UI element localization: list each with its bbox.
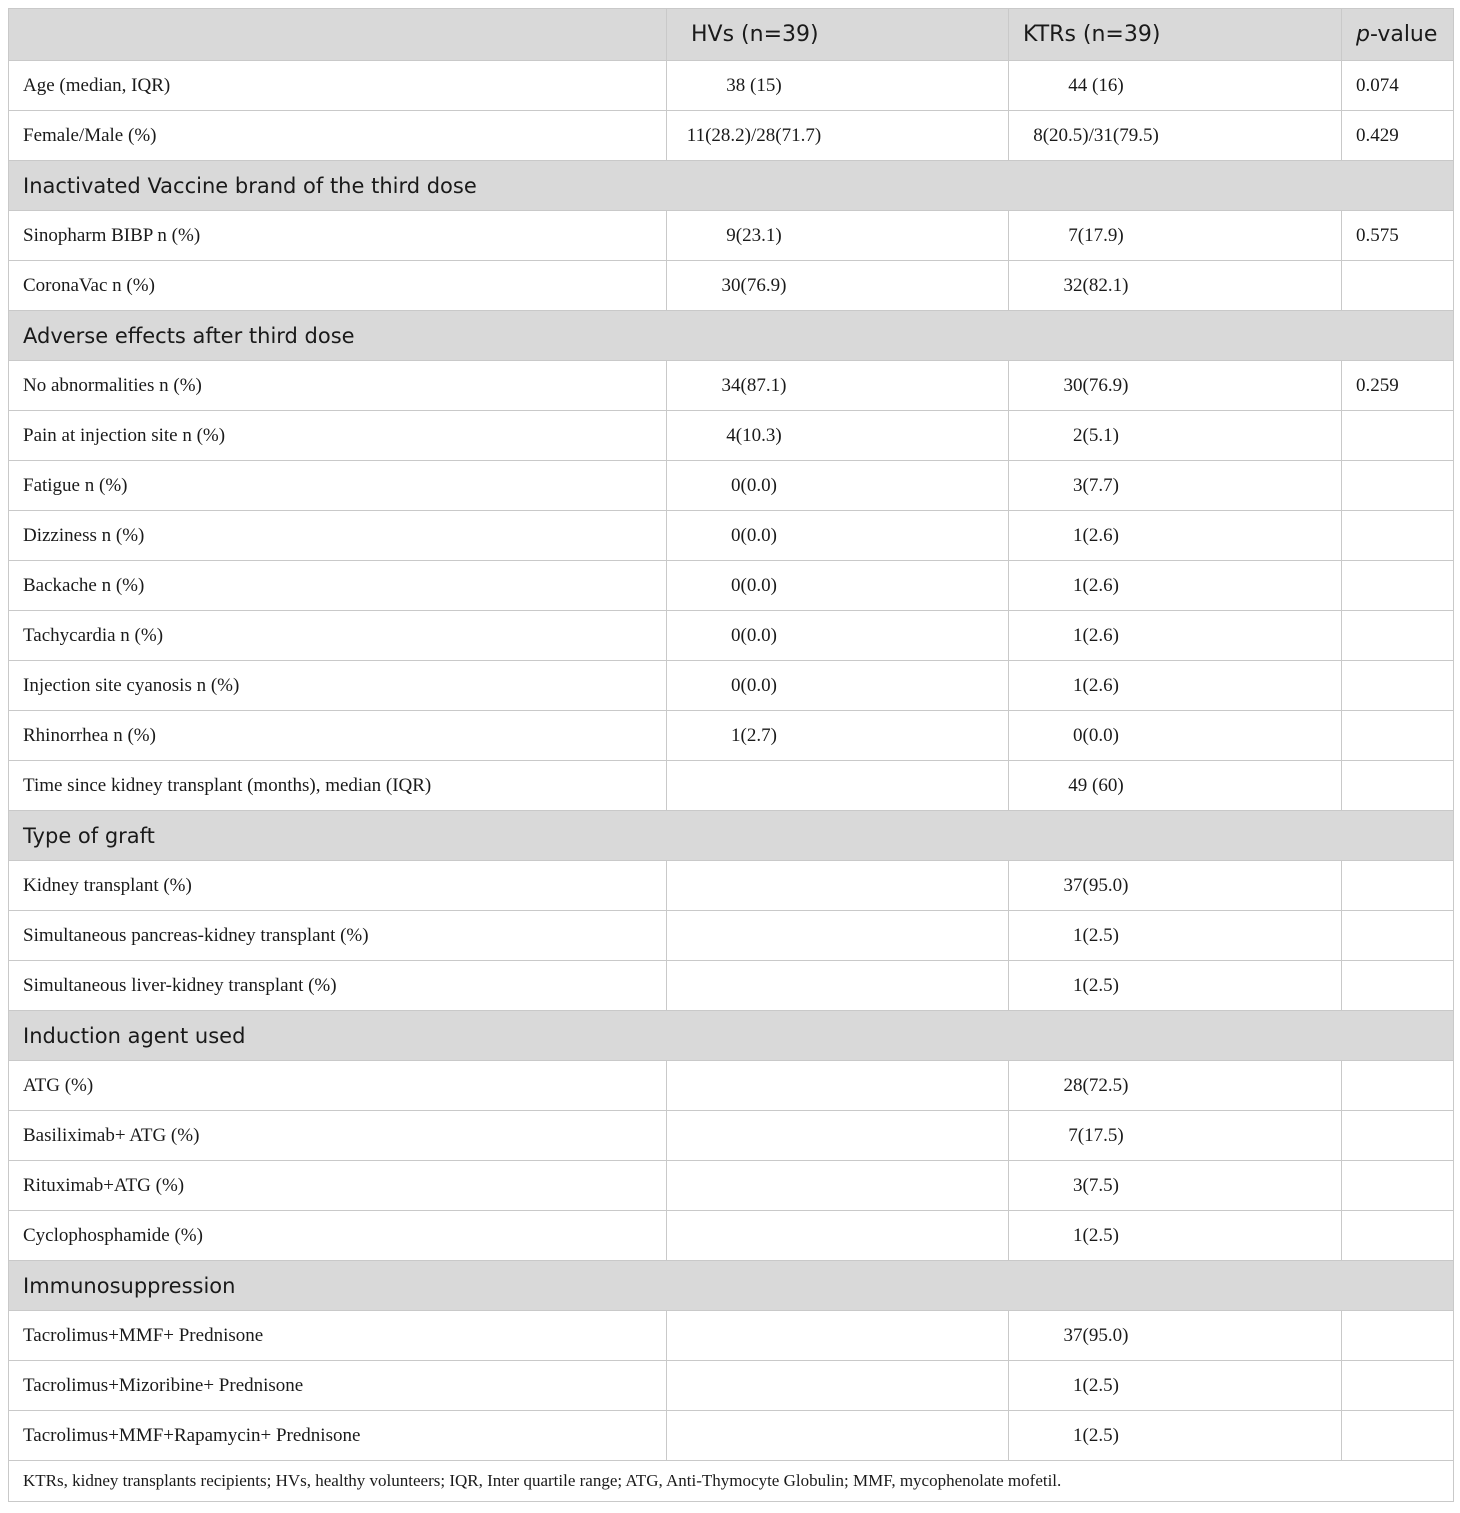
table-row [9,611,1454,661]
ktr-value-text: 1(2.6) [1073,674,1119,696]
row-label-cell: Age (median, IQR) [9,61,667,111]
hv-value-text: 0(0.0) [731,674,777,696]
table-row [9,211,1454,261]
p-value-cell [1342,1411,1454,1461]
table-row [9,1211,1454,1261]
ktr-value-cell [1009,561,1342,611]
table-header-row [9,9,1454,61]
header-cell-hvs: HVs (n=39) [667,9,1009,61]
section-header-row [9,811,1454,861]
row-label-cell: CoronaVac n (%) [9,261,667,311]
section-title: Adverse effects after third dose [9,311,1454,361]
p-value-cell [1342,1361,1454,1411]
table-row [9,411,1454,461]
table-row [9,961,1454,1011]
p-value-cell [1342,1211,1454,1261]
ktr-value-cell [1009,911,1342,961]
ktr-value-text: 37(95.0) [1063,1324,1129,1346]
hv-value-text: 34(87.1) [721,374,787,396]
hv-value-cell [667,61,1009,111]
row-label-cell: Basiliximab+ ATG (%) [9,1111,667,1161]
ktr-value-cell [1009,211,1342,261]
section-title: Type of graft [9,811,1454,861]
p-value-cell [1342,911,1454,961]
table-row [9,361,1454,411]
table-row [9,661,1454,711]
hv-value-cell [667,1111,1009,1161]
p-value-cell [1342,961,1454,1011]
ktr-value-cell [1009,61,1342,111]
section-title: Inactivated Vaccine brand of the third dose [9,161,1454,211]
p-value-cell: 0.259 [1342,361,1454,411]
hv-value-cell [667,1211,1009,1261]
ktr-value-text: 37(95.0) [1063,874,1129,896]
header-p-italic: p [1356,22,1370,47]
table-row [9,61,1454,111]
row-label-cell: Kidney transplant (%) [9,861,667,911]
hv-value-cell [667,561,1009,611]
table-row [9,1111,1454,1161]
ktr-value-cell [1009,361,1342,411]
ktr-value-cell [1009,511,1342,561]
header-p-suffix: -value [1369,22,1438,47]
ktr-value-text: 44 (16) [1068,74,1124,96]
hv-value-cell [667,1061,1009,1111]
row-label-cell: Rituximab+ATG (%) [9,1161,667,1211]
table-row [9,761,1454,811]
hv-value-cell [667,1411,1009,1461]
ktr-value-text: 28(72.5) [1063,1074,1129,1096]
demographics-table [8,8,1454,1502]
hv-value-text: 9(23.1) [726,224,782,246]
p-value-cell: 0.074 [1342,61,1454,111]
hv-value-text: 11(28.2)/28(71.7) [686,124,822,146]
p-value-cell [1342,1161,1454,1211]
table-row [9,1411,1454,1461]
ktr-value-cell [1009,1311,1342,1361]
ktr-value-text: 1(2.5) [1073,974,1119,996]
ktr-value-text: 30(76.9) [1063,374,1129,396]
ktr-value-cell [1009,1161,1342,1211]
ktr-value-text: 1(2.5) [1073,924,1119,946]
ktr-value-cell [1009,761,1342,811]
hv-value-cell [667,711,1009,761]
hv-value-cell [667,411,1009,461]
section-header-row [9,1011,1454,1061]
p-value-cell [1342,711,1454,761]
hv-value-cell [667,261,1009,311]
ktr-value-cell [1009,111,1342,161]
ktr-value-text: 7(17.5) [1068,1124,1124,1146]
ktr-value-cell [1009,961,1342,1011]
table-body [9,61,1454,1502]
hv-value-cell [667,1361,1009,1411]
ktr-value-cell [1009,411,1342,461]
table-footnote: KTRs, kidney transplants recipients; HVs, healthy volunteers; IQR, Inter quartile range; ATG, Anti-Thymocyte Globulin; MMF, mycophenolate mofetil. [9,1461,1454,1502]
ktr-value-text: 2(5.1) [1073,424,1119,446]
table-row [9,511,1454,561]
ktr-value-text: 1(2.5) [1073,1424,1119,1446]
section-header-row [9,1261,1454,1311]
row-label-cell: ATG (%) [9,1061,667,1111]
ktr-value-cell [1009,1411,1342,1461]
ktr-value-cell [1009,611,1342,661]
row-label-cell: Time since kidney transplant (months), median (IQR) [9,761,667,811]
p-value-cell [1342,461,1454,511]
row-label-cell: Tacrolimus+MMF+ Prednisone [9,1311,667,1361]
p-value-cell: 0.429 [1342,111,1454,161]
ktr-value-cell [1009,861,1342,911]
p-value-cell [1342,561,1454,611]
hv-value-cell [667,911,1009,961]
p-value-cell [1342,861,1454,911]
hv-value-cell [667,861,1009,911]
table-row [9,1361,1454,1411]
hv-value-cell [667,661,1009,711]
hv-value-cell [667,111,1009,161]
row-label-cell: Backache n (%) [9,561,667,611]
hv-value-text: 1(2.7) [731,724,777,746]
p-value-cell [1342,511,1454,561]
row-label-cell: Cyclophosphamide (%) [9,1211,667,1261]
row-label-cell: Tacrolimus+MMF+Rapamycin+ Prednisone [9,1411,667,1461]
hv-value-cell [667,1161,1009,1211]
row-label-cell: Tacrolimus+Mizoribine+ Prednisone [9,1361,667,1411]
hv-value-cell [667,611,1009,661]
ktr-value-cell [1009,1111,1342,1161]
ktr-value-text: 3(7.7) [1073,474,1119,496]
hv-value-text: 4(10.3) [726,424,782,446]
table-row [9,911,1454,961]
row-label-cell: Female/Male (%) [9,111,667,161]
row-label-cell: Fatigue n (%) [9,461,667,511]
p-value-cell [1342,1311,1454,1361]
header-cell-ktrs: KTRs (n=39) [1009,9,1342,61]
header-cell-characteristic [9,9,667,61]
ktr-value-text: 49 (60) [1068,774,1124,796]
ktr-value-text: 1(2.6) [1073,524,1119,546]
hv-value-cell [667,461,1009,511]
row-label-cell: Tachycardia n (%) [9,611,667,661]
table-row [9,561,1454,611]
row-label-cell: Pain at injection site n (%) [9,411,667,461]
ktr-value-cell [1009,1211,1342,1261]
ktr-value-text: 0(0.0) [1073,724,1119,746]
row-label-cell: Injection site cyanosis n (%) [9,661,667,711]
ktr-value-cell [1009,261,1342,311]
row-label-cell: Sinopharm BIBP n (%) [9,211,667,261]
hv-value-cell [667,1311,1009,1361]
section-header-row [9,161,1454,211]
p-value-cell [1342,1111,1454,1161]
table-row [9,1311,1454,1361]
hv-value-text: 0(0.0) [731,524,777,546]
table-row [9,261,1454,311]
ktr-value-text: 8(20.5)/31(79.5) [1033,124,1159,146]
p-value-cell [1342,661,1454,711]
section-header-row [9,311,1454,361]
row-label-cell: No abnormalities n (%) [9,361,667,411]
table-row [9,711,1454,761]
hv-value-cell [667,361,1009,411]
table-row [9,1161,1454,1211]
ktr-value-cell [1009,1361,1342,1411]
p-value-cell [1342,261,1454,311]
row-label-cell: Rhinorrhea n (%) [9,711,667,761]
p-value-cell [1342,611,1454,661]
table-row [9,111,1454,161]
hv-value-text: 0(0.0) [731,474,777,496]
ktr-value-text: 1(2.5) [1073,1224,1119,1246]
ktr-value-cell [1009,1061,1342,1111]
hv-value-cell [667,961,1009,1011]
table-row [9,861,1454,911]
section-title: Induction agent used [9,1011,1454,1061]
row-label-cell: Dizziness n (%) [9,511,667,561]
ktr-value-text: 1(2.6) [1073,574,1119,596]
p-value-cell [1342,411,1454,461]
hv-value-text: 0(0.0) [731,624,777,646]
hv-value-cell [667,761,1009,811]
ktr-value-cell [1009,661,1342,711]
table-row [9,1061,1454,1111]
header-cell-p-value [1342,9,1454,61]
hv-value-text: 0(0.0) [731,574,777,596]
ktr-value-cell [1009,461,1342,511]
ktr-value-cell [1009,711,1342,761]
section-title: Immunosuppression [9,1261,1454,1311]
p-value-cell [1342,1061,1454,1111]
row-label-cell: Simultaneous liver-kidney transplant (%) [9,961,667,1011]
hv-value-cell [667,511,1009,561]
hv-value-cell [667,211,1009,261]
hv-value-text: 38 (15) [726,74,782,96]
ktr-value-text: 1(2.5) [1073,1374,1119,1396]
p-value-cell [1342,761,1454,811]
p-value-cell: 0.575 [1342,211,1454,261]
row-label-cell: Simultaneous pancreas-kidney transplant (%) [9,911,667,961]
ktr-value-text: 3(7.5) [1073,1174,1119,1196]
ktr-value-text: 1(2.6) [1073,624,1119,646]
ktr-value-text: 7(17.9) [1068,224,1124,246]
hv-value-text: 30(76.9) [721,274,787,296]
ktr-value-text: 32(82.1) [1063,274,1129,296]
table-footnote-row [9,1461,1454,1502]
table-row [9,461,1454,511]
